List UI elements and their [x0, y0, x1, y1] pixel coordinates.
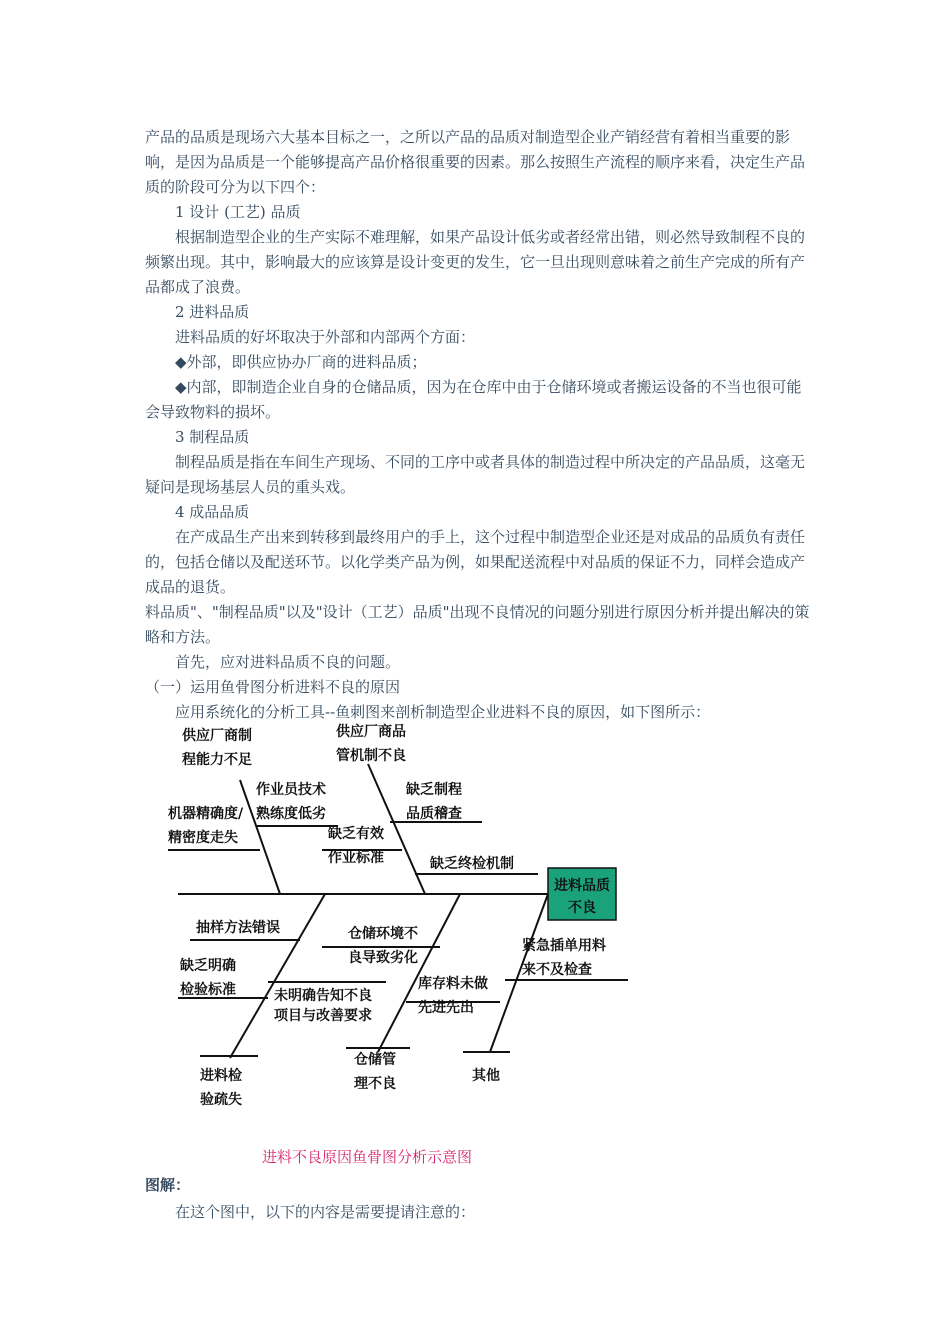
bullet-external: ◆外部，即供应协办厂商的进料品质；	[175, 353, 427, 371]
tm-cause-1-line1: 缺乏制程	[406, 782, 462, 798]
tl-cause-1-line2: 熟练度低劣	[256, 806, 326, 822]
tm-cause-2-line2: 作业标准	[328, 850, 384, 866]
section-heading-finished: 4 成品品质	[175, 503, 250, 521]
tl-cause-2-line2: 精密度走失	[168, 830, 238, 846]
bm-cause-2-line2: 先进先出	[418, 1000, 474, 1016]
incoming-paragraph: 进料品质的好坏取决于外部和内部两个方面：	[175, 328, 476, 346]
analysis-paragraph: 料品质"、"制程品质"以及"设计（工艺）品质"出现不良情况的问题分别进行原因分析并提出解决的策略和方法。	[145, 603, 810, 646]
br-cause-1-line1: 紧急插单用料	[522, 938, 606, 954]
tm-cause-2-line1: 缺乏有效	[328, 826, 384, 842]
tm-cause-1-line2: 品质稽查	[406, 806, 462, 822]
bone-bottom-left	[230, 894, 325, 1058]
bone-bottom-mid	[378, 894, 460, 1052]
bm-cause-1-line1: 仓储环境不	[348, 926, 418, 942]
bullet-internal: ◆内部，即制造企业自身的仓储品质，因为在仓库中由于仓储环境或者搬运设备的不当也很可能会导致物料的损坏。	[145, 378, 802, 421]
bone-top-left-label-2: 程能力不足	[182, 752, 252, 768]
diagram-intro-paragraph: 应用系统化的分析工具--鱼刺图来剖析制造型企业进料不良的原因，如下图所示：	[175, 703, 711, 721]
subsection-heading: （一）运用鱼骨图分析进料不良的原因	[145, 678, 401, 696]
section-heading-process: 3 制程品质	[175, 428, 250, 446]
bone-bottom-right-label: 其他	[472, 1068, 500, 1084]
bl-cause-2-line2: 检验标准	[180, 982, 236, 998]
bl-cause-3-line1: 未明确告知不良	[274, 988, 372, 1004]
diagram-caption: 进料不良原因鱼骨图分析示意图	[262, 1148, 473, 1166]
bone-bottom-mid-label-1: 仓储管	[354, 1052, 396, 1068]
tm-cause-3: 缺乏终检机制	[430, 856, 514, 872]
fishbone-svg	[150, 722, 640, 1117]
finished-paragraph: 在产成品生产出来到转移到最终用户的手上，这个过程中制造型企业还是对成品的品质负有责任的，包括仓储以及配送环节。以化学类产品为例，如果配送流程中对品质的保证不力，同样会造成产成品的退货。	[145, 528, 806, 596]
bl-cause-2-line1: 缺乏明确	[180, 958, 236, 974]
explanation-section	[145, 1172, 810, 1226]
tl-cause-2-line1: 机器精确度/	[168, 806, 244, 822]
bl-cause-1: 抽样方法错误	[196, 920, 280, 936]
explanation-line: 在这个图中，以下的内容是需要提请注意的：	[175, 1203, 476, 1221]
design-paragraph: 根据制造型企业的生产实际不难理解，如果产品设计低劣或者经常出错，则必然导致制程不良的频繁出现。其中，影响最大的应该算是设计变更的发生，它一旦出现则意味着之前生产完成的所有产品都成了浪费。	[145, 228, 806, 296]
first-step-paragraph: 首先，应对进料品质不良的问题。	[175, 653, 401, 671]
explanation-heading: 图解：	[145, 1176, 191, 1194]
effect-label-line2: 不良	[568, 900, 596, 916]
section-heading-incoming: 2 进料品质	[175, 303, 250, 321]
tl-cause-1-line1: 作业员技术	[256, 782, 326, 798]
bm-cause-1-line2: 良导致劣化	[348, 950, 418, 966]
fishbone-diagram	[150, 722, 640, 1117]
bm-cause-2-line1: 库存料未做	[418, 976, 488, 992]
bone-top-left-label-1: 供应厂商制	[182, 728, 252, 744]
effect-label-line1: 进料品质	[554, 878, 610, 894]
bl-cause-3-line2: 项目与改善要求	[274, 1008, 372, 1024]
intro-paragraph: 产品的品质是现场六大基本目标之一，之所以产品的品质对制造型企业产销经营有着相当重要的影响，是因为品质是一个能够提高产品价格很重要的因素。那么按照生产流程的顺序来看，决定生产品质的阶段可分为以下四个：	[145, 128, 806, 196]
bone-bottom-mid-label-2: 理不良	[354, 1076, 396, 1092]
bone-top-mid-label-2: 管机制不良	[336, 748, 406, 764]
bone-bottom-left-label-1: 进料检	[200, 1068, 242, 1084]
body-text	[145, 125, 810, 725]
process-paragraph: 制程品质是指在车间生产现场、不同的工序中或者具体的制造过程中所决定的产品品质，这毫无疑问是现场基层人员的重头戏。	[145, 453, 806, 496]
section-heading-design: 1 设计 (工艺) 品质	[175, 203, 301, 221]
br-cause-1-line2: 来不及检查	[522, 962, 592, 978]
bone-top-mid-label-1: 供应厂商品	[336, 724, 406, 740]
bone-bottom-left-label-2: 验疏失	[200, 1092, 242, 1108]
